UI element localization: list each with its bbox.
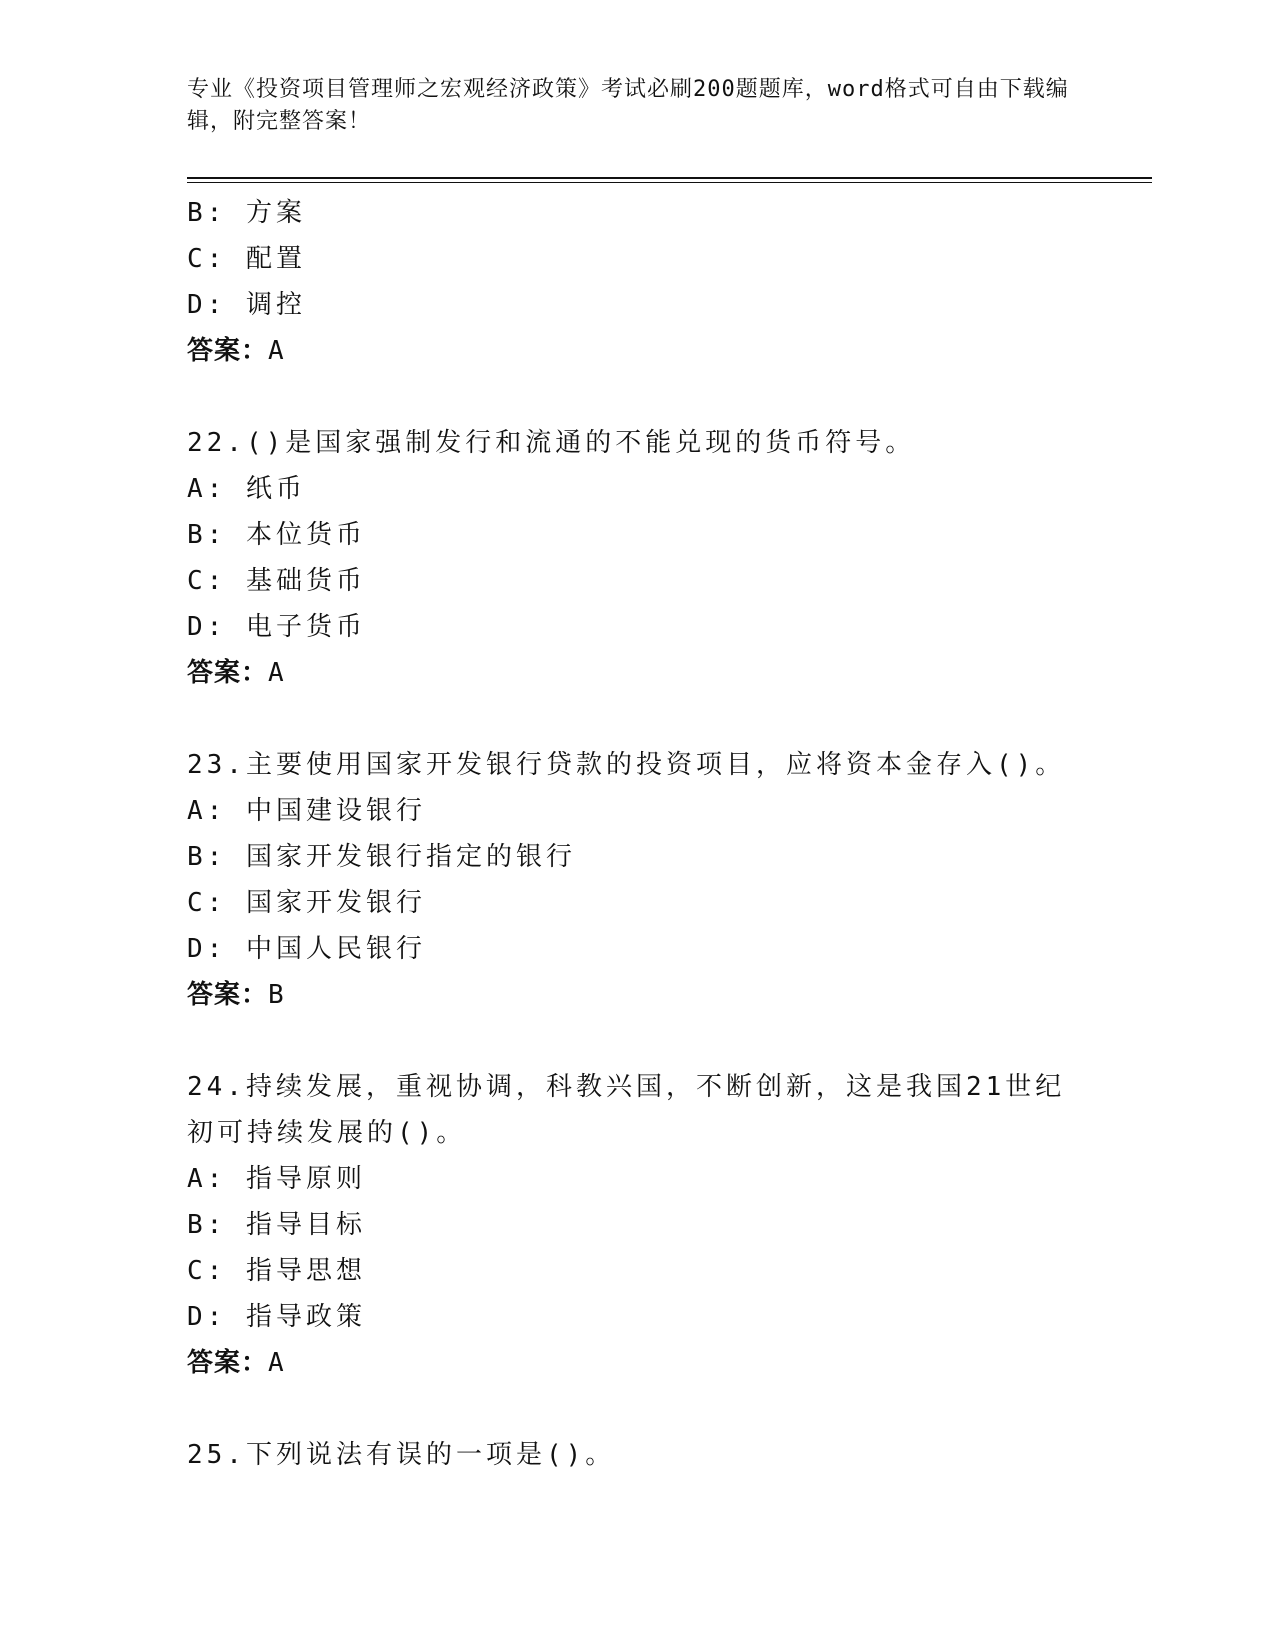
option-text: 指导思想 — [245, 1256, 366, 1286]
question-stem: 22.()是国家强制发行和流通的不能兑现的货币符号。 — [187, 428, 916, 458]
answer-line — [187, 328, 1152, 374]
option-label: A: — [187, 1164, 227, 1194]
option-a — [187, 466, 1152, 512]
option-b — [187, 834, 1152, 880]
answer-label: 答案： — [187, 1348, 269, 1378]
option-text: 指导原则 — [245, 1164, 366, 1194]
option-label: C: — [187, 244, 227, 274]
document-header: 专业《投资项目管理师之宏观经济政策》考试必刷200题题库，word格式可自由下载编辑，附完整答案！ — [187, 77, 1069, 134]
question-stem: 24.持续发展，重视协调，科教兴国，不断创新，这是我国21世纪初可持续发展的()。 — [187, 1072, 1066, 1148]
answer-line — [187, 650, 1152, 696]
question-stem: 25.下列说法有误的一项是()。 — [187, 1440, 616, 1470]
header-rule-thick — [187, 177, 1152, 179]
header-rule-thin — [187, 182, 1152, 183]
answer-label: 答案： — [187, 980, 269, 1010]
option-text: 本位货币 — [245, 520, 366, 550]
option-c — [187, 880, 1152, 926]
answer-value: B — [268, 980, 285, 1010]
option-label: B: — [187, 198, 227, 228]
option-label: C: — [187, 888, 227, 918]
option-label: A: — [187, 474, 227, 504]
question-stem: 23.主要使用国家开发银行贷款的投资项目，应将资本金存入()。 — [187, 750, 1066, 780]
answer-line — [187, 1340, 1152, 1386]
option-a — [187, 788, 1152, 834]
answer-label: 答案： — [187, 336, 269, 366]
option-text: 纸币 — [245, 474, 306, 504]
option-d — [187, 1294, 1152, 1340]
option-b — [187, 512, 1152, 558]
option-text: 调控 — [245, 290, 306, 320]
option-label: D: — [187, 934, 227, 964]
option-d — [187, 604, 1152, 650]
option-label: D: — [187, 1302, 227, 1332]
answer-value: A — [268, 1348, 285, 1378]
option-label: B: — [187, 842, 227, 872]
option-a — [187, 1156, 1152, 1202]
answer-line — [187, 972, 1152, 1018]
option-label: A: — [187, 796, 227, 826]
option-text: 指导政策 — [245, 1302, 366, 1332]
option-b — [187, 1202, 1152, 1248]
answer-label: 答案： — [187, 658, 269, 688]
option-c — [187, 236, 1152, 282]
option-label: D: — [187, 290, 227, 320]
answer-value: A — [268, 336, 285, 366]
option-text: 国家开发银行指定的银行 — [245, 842, 576, 872]
option-text: 电子货币 — [245, 612, 366, 642]
option-d — [187, 282, 1152, 328]
option-label: C: — [187, 1256, 227, 1286]
option-text: 中国人民银行 — [245, 934, 426, 964]
option-label: B: — [187, 1210, 227, 1240]
option-text: 国家开发银行 — [245, 888, 426, 918]
option-label: B: — [187, 520, 227, 550]
option-text: 中国建设银行 — [245, 796, 426, 826]
option-text: 方案 — [245, 198, 306, 228]
option-label: D: — [187, 612, 227, 642]
option-label: C: — [187, 566, 227, 596]
option-c — [187, 1248, 1152, 1294]
option-b — [187, 190, 1152, 236]
option-c — [187, 558, 1152, 604]
option-text: 基础货币 — [245, 566, 366, 596]
option-d — [187, 926, 1152, 972]
answer-value: A — [268, 658, 285, 688]
option-text: 指导目标 — [245, 1210, 366, 1240]
question-list — [187, 190, 1152, 1478]
option-text: 配置 — [245, 244, 306, 274]
